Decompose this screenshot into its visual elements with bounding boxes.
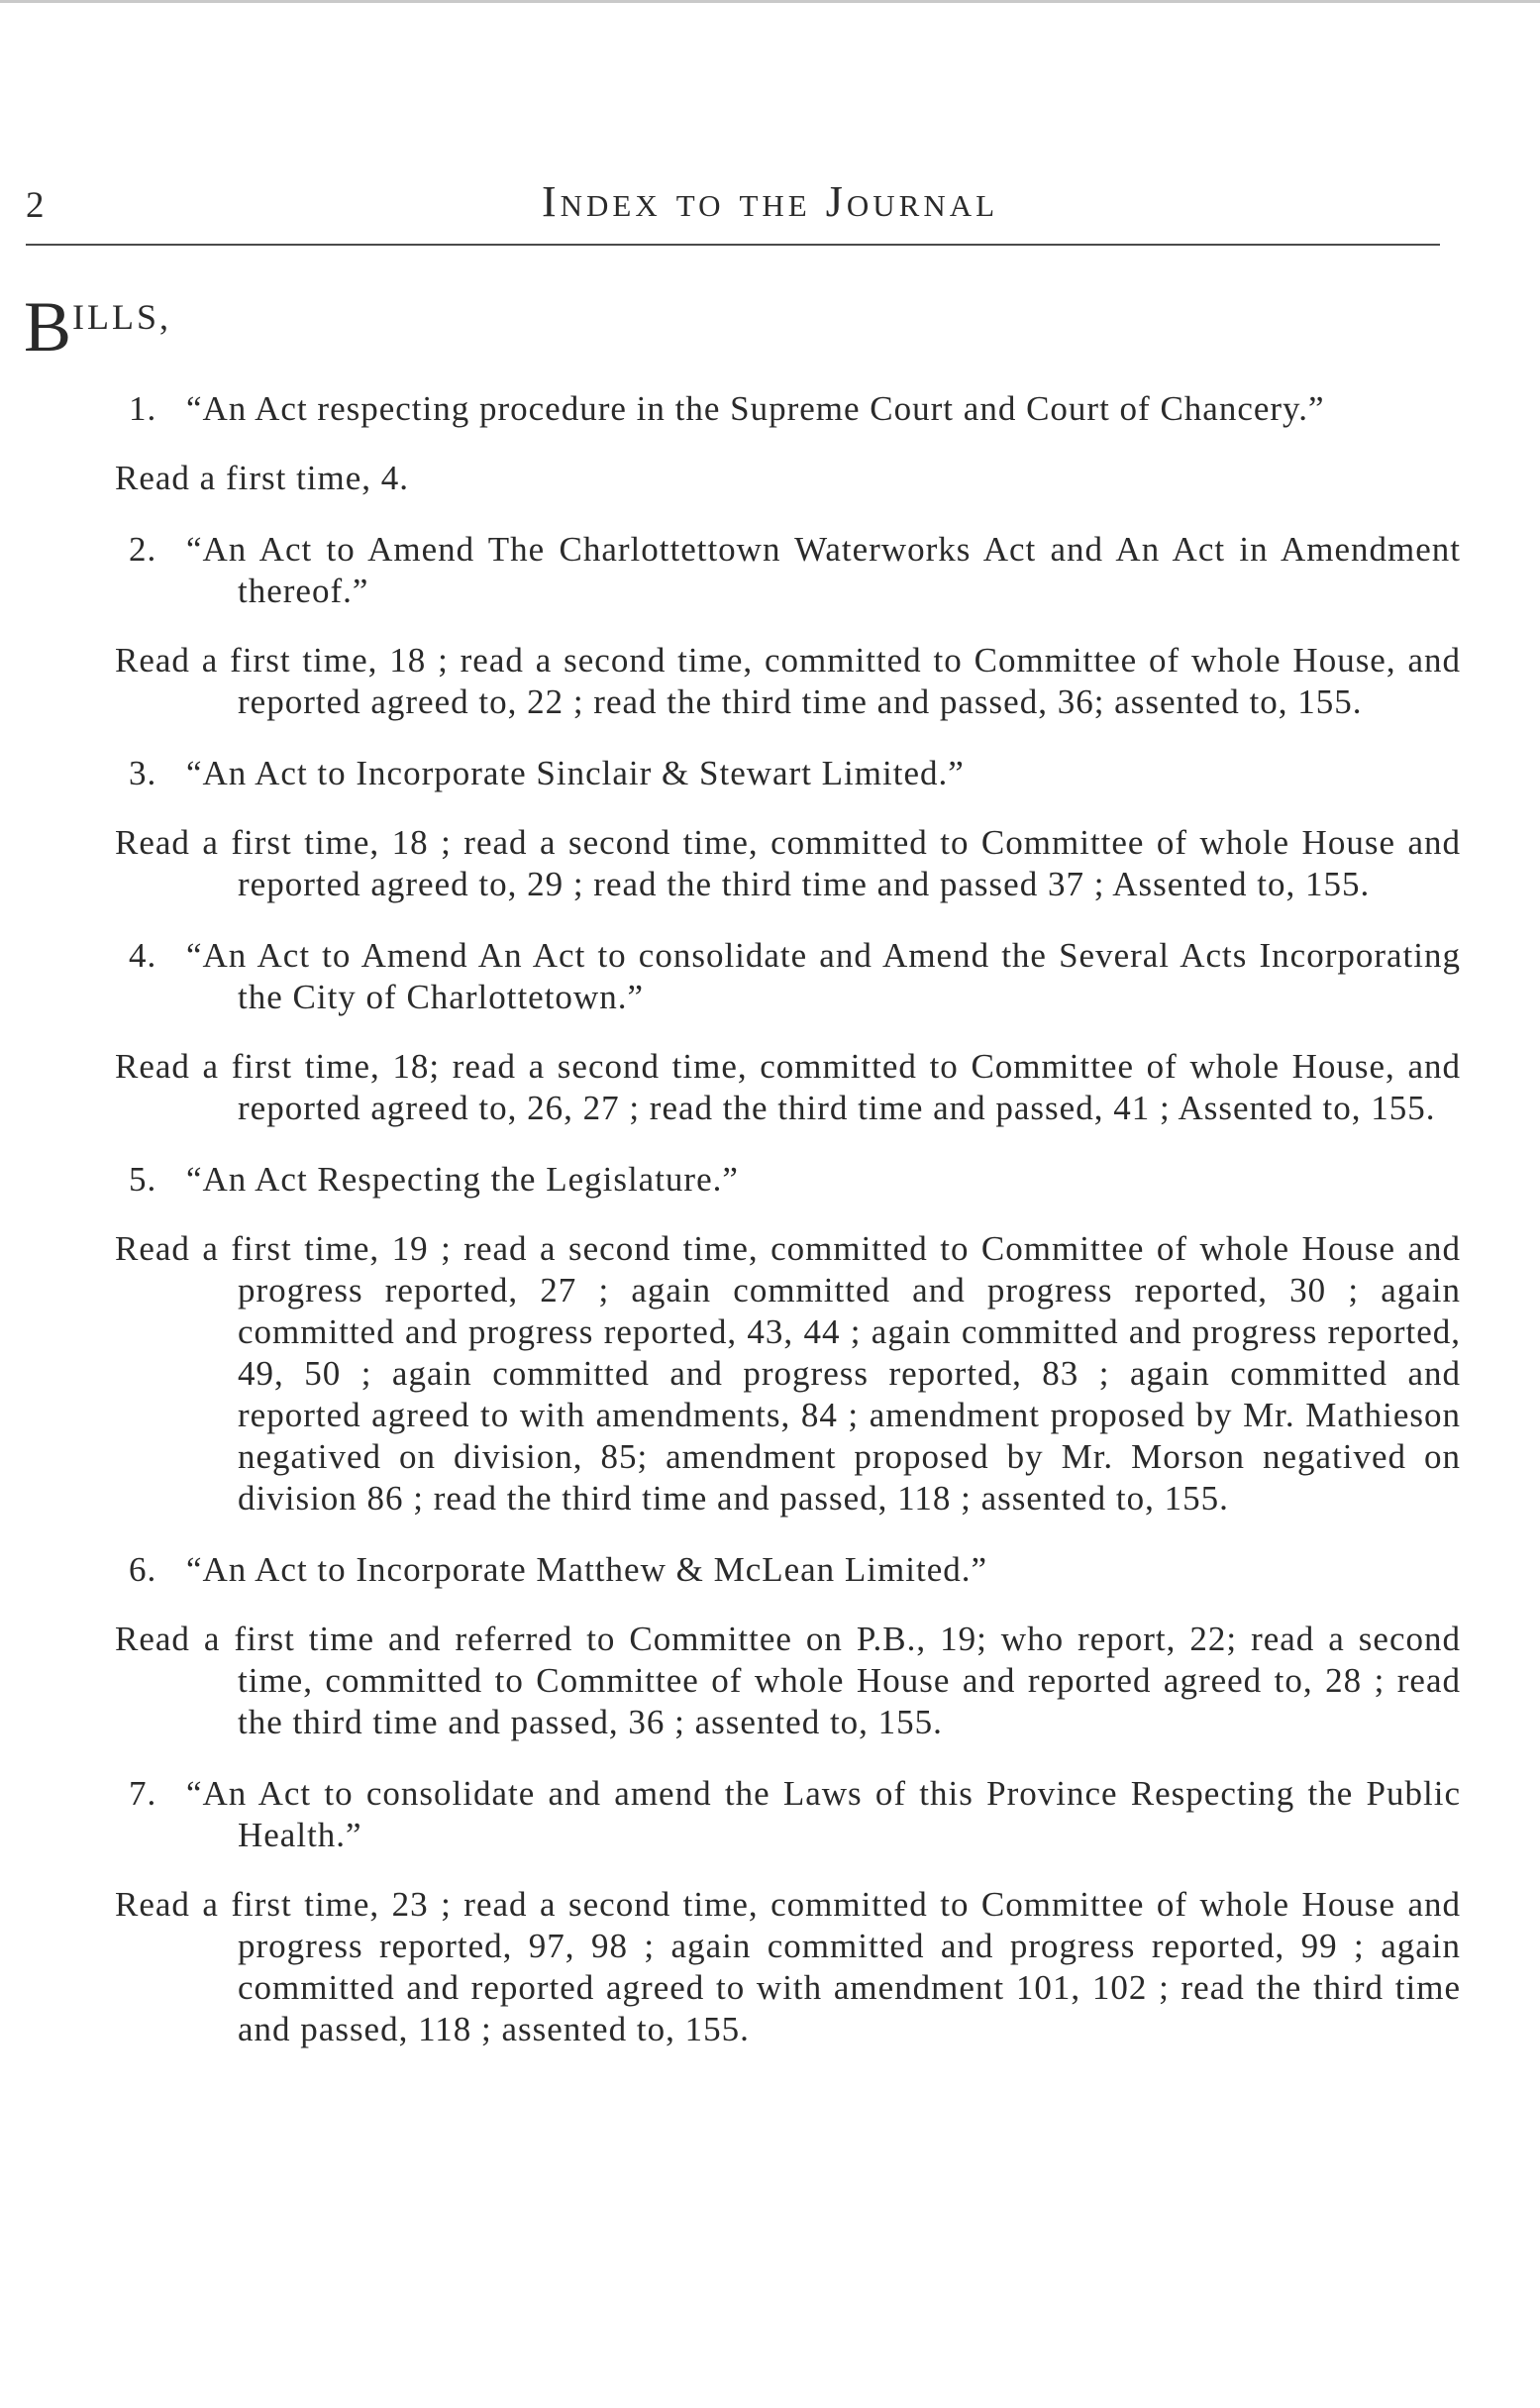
bill-record: Read a first time, 18; read a second time, committed to Committee of whole House, and reported agreed to, 26, 27 ; read the third time and passed, 41 ; Assented to, 155.: [115, 1047, 1461, 1127]
bills-list: [0, 388, 1540, 2080]
header-rule: [26, 244, 1440, 246]
bill-record: Read a first time, 19 ; read a second time, committed to Committee of whole House and progress reported, 27 ; again committed and progress reported, 30 ; again committed and progress reported, 43, 44 ; again committed and progress reported, 49, 50 ; again committed and progress reported, 83 ; again committed and reported agreed to with amendments, 84 ; amendment proposed by Mr. Mathieson negatived on division, 85; amendment proposed by Mr. Morson negatived on division 86 ; read the third time and passed, 118 ; assented to, 155.: [115, 1229, 1461, 1518]
bill-number: 5.: [129, 1160, 157, 1199]
bill-number: 3.: [129, 754, 157, 792]
bill-entry: [0, 753, 1540, 905]
section-heading-initial: B: [24, 287, 73, 366]
bill-entry: [0, 529, 1540, 723]
bill-title: [0, 1549, 1540, 1591]
bill-title: [0, 1773, 1540, 1856]
bill-entry: [0, 1159, 1540, 1519]
bill-number: 6.: [129, 1550, 157, 1589]
bill-title-text: “An Act respecting procedure in the Supreme Court and Court of Chancery.”: [186, 389, 1325, 428]
bill-title: [0, 388, 1540, 430]
bill-title-text: “An Act to consolidate and amend the Laws of this Province Respecting the Public Health.”: [186, 1774, 1461, 1854]
bill-title-text: “An Act to Incorporate Matthew & McLean Limited.”: [186, 1550, 988, 1589]
bill-record: Read a first time, 18 ; read a second time, committed to Committee of whole House, and reported agreed to, 22 ; read the third time and passed, 36; assented to, 155.: [115, 641, 1461, 721]
bill-title-text: “An Act to Amend The Charlottettown Waterworks Act and An Act in Amendment thereof.”: [186, 530, 1461, 610]
bill-entry: [0, 1549, 1540, 1743]
bill-record: Read a first time, 4.: [115, 459, 410, 497]
running-title: Index to the Journal: [541, 177, 999, 226]
bill-entry: [0, 1773, 1540, 2050]
bill-title-text: “An Act Respecting the Legislature.”: [186, 1160, 739, 1199]
bill-title: [0, 935, 1540, 1018]
bill-record: Read a first time, 18 ; read a second time, committed to Committee of whole House and reported agreed to, 29 ; read the third time and passed 37 ; Assented to, 155.: [115, 823, 1461, 903]
bill-entry: [0, 935, 1540, 1129]
section-heading-rest: ILLS,: [72, 297, 172, 337]
page-number: 2: [26, 185, 46, 226]
top-edge-rule: [0, 0, 1540, 3]
bill-record: Read a first time and referred to Committee on P.B., 19; who report, 22; read a second time, committed to Committee of whole House and reported agreed to, 28 ; read the third time and passed, 36 ; assented to, 155.: [115, 1620, 1461, 1741]
bill-entry: [0, 388, 1540, 499]
bill-title-text: “An Act to Amend An Act to consolidate and Amend the Several Acts Incorporating the City of Charlottetown.”: [186, 936, 1461, 1016]
bill-number: 1.: [129, 389, 157, 428]
bill-number: 2.: [129, 530, 157, 569]
bill-record: Read a first time, 23 ; read a second time, committed to Committee of whole House and progress reported, 97, 98 ; again committed and progress reported, 99 ; again committed and reported agreed to with amendment 101, 102 ; read the third time and passed, 118 ; assented to, 155.: [115, 1885, 1461, 2048]
bill-number: 4.: [129, 936, 157, 975]
bill-title: [0, 753, 1540, 794]
section-heading: [24, 287, 172, 366]
bill-title-text: “An Act to Incorporate Sinclair & Stewart Limited.”: [186, 754, 965, 792]
bill-number: 7.: [129, 1774, 157, 1813]
bill-title: [0, 1159, 1540, 1201]
bill-title: [0, 529, 1540, 612]
